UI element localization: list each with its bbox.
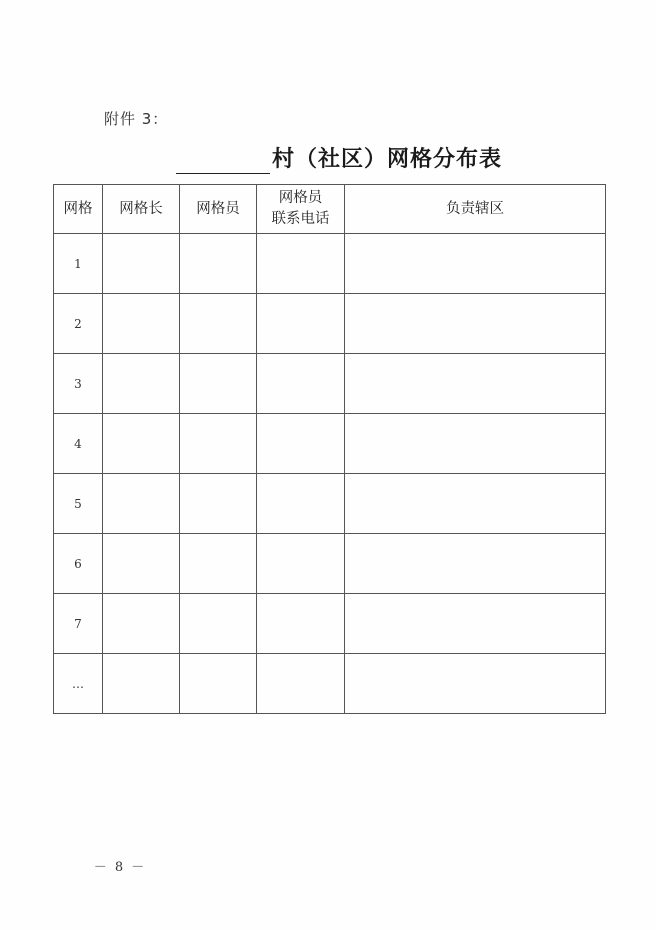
header-phone-line2: 联系电话: [271, 211, 330, 227]
table-header-row: [54, 185, 606, 234]
table-row: [54, 594, 606, 654]
phone-cell: [257, 474, 345, 534]
phone-cell: [257, 234, 345, 294]
area-cell: [345, 474, 606, 534]
area-cell: [345, 294, 606, 354]
leader-cell: [103, 234, 180, 294]
row-index: 3: [54, 354, 103, 414]
member-cell: [180, 354, 257, 414]
area-cell: [345, 594, 606, 654]
area-cell: [345, 534, 606, 594]
area-cell: [345, 654, 606, 714]
member-cell: [180, 234, 257, 294]
title-blank-line: [176, 145, 270, 174]
phone-cell: [257, 594, 345, 654]
grid-distribution-table: [53, 184, 606, 714]
page-number: － 8 －: [93, 860, 147, 875]
leader-cell: [103, 594, 180, 654]
member-cell: [180, 294, 257, 354]
attachment-label: 附件 3：: [104, 110, 169, 128]
header-area: 负责辖区: [345, 185, 606, 234]
phone-cell: [257, 654, 345, 714]
row-index: 5: [54, 474, 103, 534]
leader-cell: [103, 474, 180, 534]
row-index: 4: [54, 414, 103, 474]
area-cell: [345, 354, 606, 414]
leader-cell: [103, 534, 180, 594]
member-cell: [180, 474, 257, 534]
leader-cell: [103, 354, 180, 414]
header-member: 网格员: [180, 185, 257, 234]
table-row: [54, 414, 606, 474]
phone-cell: [257, 534, 345, 594]
table-row: [54, 354, 606, 414]
phone-cell: [257, 414, 345, 474]
title-text: 村（社区）网格分布表: [272, 147, 503, 172]
row-index: …: [54, 654, 103, 714]
table-row: [54, 474, 606, 534]
document-title: [176, 142, 502, 174]
member-cell: [180, 594, 257, 654]
header-phone: [257, 185, 345, 234]
header-leader: 网格长: [103, 185, 180, 234]
row-index: 2: [54, 294, 103, 354]
phone-cell: [257, 294, 345, 354]
member-cell: [180, 414, 257, 474]
row-index: 1: [54, 234, 103, 294]
table-row: [54, 234, 606, 294]
table-row: [54, 294, 606, 354]
member-cell: [180, 654, 257, 714]
table-row: [54, 534, 606, 594]
area-cell: [345, 414, 606, 474]
header-grid: 网格: [54, 185, 103, 234]
leader-cell: [103, 294, 180, 354]
header-phone-line1: 网格员: [278, 190, 323, 206]
leader-cell: [103, 654, 180, 714]
table-row: [54, 654, 606, 714]
row-index: 6: [54, 534, 103, 594]
phone-cell: [257, 354, 345, 414]
leader-cell: [103, 414, 180, 474]
area-cell: [345, 234, 606, 294]
row-index: 7: [54, 594, 103, 654]
member-cell: [180, 534, 257, 594]
